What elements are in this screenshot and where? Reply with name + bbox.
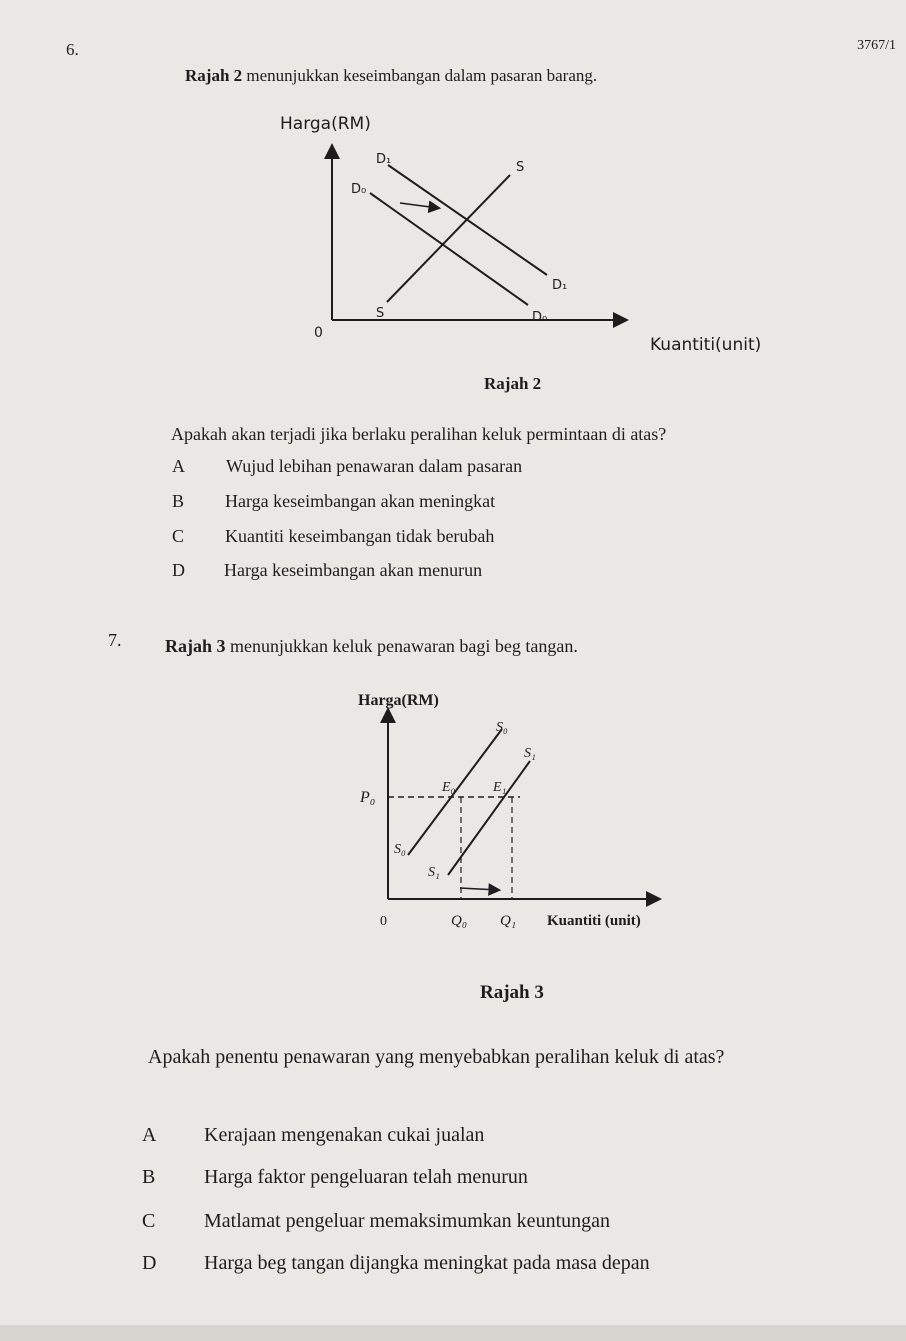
q6-option-c[interactable]: [172, 526, 495, 547]
q7-option-c[interactable]: [142, 1210, 610, 1233]
page-bottom-edge: [0, 1325, 906, 1341]
q7-option-d-letter: D: [142, 1252, 157, 1274]
q6-option-a-letter: A: [172, 456, 185, 476]
q6-origin: 0: [314, 325, 323, 341]
q7-option-b[interactable]: [142, 1166, 528, 1189]
q7-price-label: P₀: [360, 789, 376, 806]
q7-option-d[interactable]: [142, 1252, 650, 1275]
q7-number: 7.: [108, 630, 122, 650]
q6-caption: Rajah 2: [484, 374, 542, 393]
q6-label-s-bottom: S: [376, 306, 385, 321]
q7-option-a-letter: A: [142, 1124, 157, 1146]
q6-option-b-text: Harga keseimbangan akan meningkat: [225, 491, 496, 511]
q7-q1-label: Q₁: [500, 913, 517, 929]
q6-label-d1-bottom: D₁: [552, 278, 568, 293]
q6-option-b[interactable]: [172, 491, 496, 512]
q6-intro: [185, 66, 597, 86]
q7-label-e0: E₀: [442, 780, 456, 795]
q6-option-d[interactable]: [172, 560, 483, 581]
q6-shift-arrow: [400, 203, 438, 208]
q6-option-a-text: Wujud lebihan penawaran dalam pasaran: [226, 456, 523, 476]
q7-intro: [165, 636, 578, 657]
q7-option-b-text: Harga faktor pengeluaran telah menurun: [204, 1166, 528, 1188]
q6-option-d-letter: D: [172, 560, 185, 580]
q7-caption: Rajah 3: [480, 982, 544, 1003]
q6-x-axis-label: Kuantiti(unit): [650, 335, 762, 355]
q6-demand-curve-d0: [370, 193, 528, 305]
q6-intro-text: menunjukkan keseimbangan dalam pasaran barang.: [242, 66, 598, 85]
q6-number: 6.: [66, 40, 79, 59]
q6-y-axis-label: Harga(RM): [280, 114, 371, 134]
q6-label-s-top: S: [516, 160, 525, 175]
q7-label-s0-bottom: S₀: [394, 842, 406, 857]
q7-x-axis-label: Kuantiti (unit): [547, 913, 641, 929]
q6-option-b-letter: B: [172, 491, 185, 511]
q6-option-c-text: Kuantiti keseimbangan tidak berubah: [225, 526, 495, 546]
q7-shift-arrow: [460, 888, 498, 890]
q6-option-c-letter: C: [172, 526, 185, 546]
q7-label-s0-top: S₀: [496, 720, 508, 735]
q7-intro-text: menunjukkan keluk penawaran bagi beg tangan.: [225, 636, 578, 656]
q6-option-a[interactable]: [172, 456, 523, 477]
q7-origin: 0: [380, 914, 387, 929]
q7-diagram: [350, 685, 680, 935]
q7-y-axis-label: Harga(RM): [358, 692, 439, 709]
q7-intro-figure-ref: Rajah 3: [165, 636, 226, 656]
q6-intro-figure-ref: Rajah 2: [185, 66, 243, 85]
q7-supply-curve-s1: [448, 761, 530, 875]
q6-label-d1-top: D₁: [376, 152, 392, 167]
q6-diagram: [270, 105, 770, 365]
q7-option-a[interactable]: [142, 1124, 485, 1147]
q6-supply-curve: [387, 175, 510, 302]
paper-code: 3767/1: [857, 38, 896, 53]
q7-question: Apakah penentu penawaran yang menyebabkan peralihan keluk di atas?: [148, 1046, 725, 1068]
q7-label-e1: E₁: [493, 780, 507, 795]
q7-label-s1-top: S₁: [524, 746, 536, 761]
q7-q0-label: Q₀: [451, 913, 468, 929]
q6-label-d0-bottom: D₀: [532, 310, 548, 325]
q6-option-d-text: Harga keseimbangan akan menurun: [224, 560, 483, 580]
q7-option-c-text: Matlamat pengeluar memaksimumkan keuntungan: [204, 1210, 610, 1232]
q7-option-a-text: Kerajaan mengenakan cukai jualan: [204, 1124, 485, 1146]
q6-demand-curve-d1: [388, 165, 547, 275]
q7-label-s1-bottom: S₁: [428, 865, 440, 880]
q6-question: Apakah akan terjadi jika berlaku peralihan keluk permintaan di atas?: [171, 424, 667, 444]
q7-option-b-letter: B: [142, 1166, 156, 1188]
q7-option-c-letter: C: [142, 1210, 156, 1232]
q6-label-d0-top: D₀: [351, 182, 367, 197]
q7-option-d-text: Harga beg tangan dijangka meningkat pada masa depan: [204, 1252, 650, 1274]
